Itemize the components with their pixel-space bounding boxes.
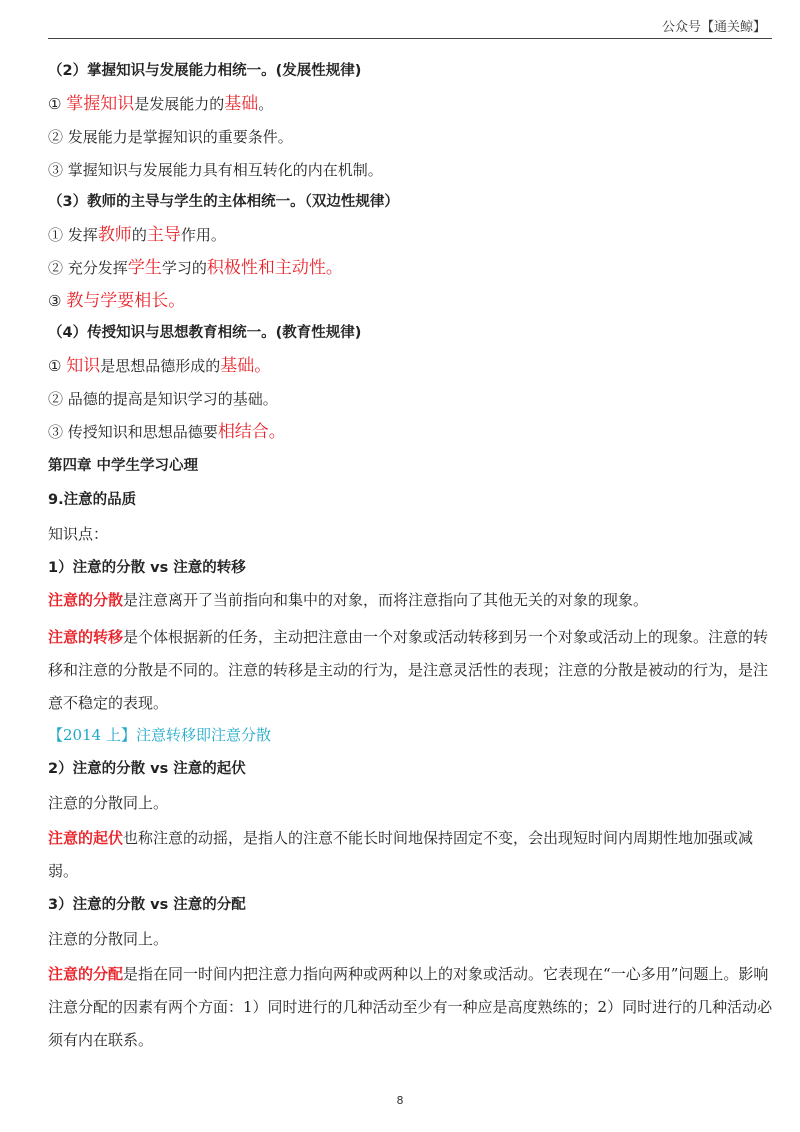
- subsection-title-2: 2）注意的分散 vs 注意的起伏: [48, 761, 246, 777]
- list-item: ① 掌握知识是发展能力的基础。: [48, 94, 274, 114]
- section-title-4: （4）传授知识与思想教育相统一。(教育性规律): [48, 325, 362, 341]
- chapter-title: 第四章 中学生学习心理: [48, 458, 199, 474]
- definition-paragraph: 注意的起伏也称注意的动摇，是指人的注意不能长时间地保持固定不变，会出现短时间内周期性地加强或减弱。: [48, 829, 754, 880]
- list-item: ① 知识是思想品德形成的基础。: [48, 356, 272, 376]
- subsection-title-1: 1）注意的分散 vs 注意的转移: [48, 560, 246, 576]
- list-item: ② 发展能力是掌握知识的重要条件。: [48, 128, 293, 146]
- subsection-title-3: 3）注意的分散 vs 注意的分配: [48, 897, 246, 913]
- document-body: [48, 52, 778, 1057]
- list-item: ② 品德的提高是知识学习的基础。: [48, 390, 278, 408]
- page-number: 8: [396, 1094, 404, 1107]
- definition-paragraph: 注意的分散是注意离开了当前指向和集中的对象，而将注意指向了其他无关的对象的现象。: [48, 591, 649, 609]
- definition-paragraph: 注意的转移是个体根据新的任务，主动把注意由一个对象或活动转移到另一个对象或活动上的现象。注意的转移和注意的分散是不同的。注意的转移是主动的行为，是注意灵活性的表现；注意的分散是被动的行为，是注意不稳定的表现。: [48, 628, 769, 712]
- knowledge-label: 知识点：: [48, 525, 109, 543]
- same-note: 注意的分散同上。: [48, 930, 169, 948]
- topic-title: 9.注意的品质: [48, 492, 137, 508]
- list-item: ③ 传授知识和思想品德要相结合。: [48, 422, 286, 442]
- header-text: 公众号【通关鲸】: [661, 20, 766, 35]
- list-item: ① 发挥教师的主导作用。: [48, 225, 226, 245]
- section-title-2: （2）掌握知识与发展能力相统一。(发展性规律): [48, 63, 362, 79]
- list-item: ③ 教与学要相长。: [48, 291, 186, 311]
- definition-paragraph: 注意的分配是指在同一时间内把注意力指向两种或两种以上的对象或活动。它表现在“一心多用”问题上。影响注意分配的因素有两个方面：1）同时进行的几种活动至少有一种应是高度熟练的；2）同时进行的几种活动必须有内在联系。: [48, 965, 773, 1049]
- section-title-3: （3）教师的主导与学生的主体相统一。（双边性规律）: [48, 194, 399, 210]
- same-note: 注意的分散同上。: [48, 794, 169, 812]
- list-item: ③ 掌握知识与发展能力具有相互转化的内在机制。: [48, 161, 383, 179]
- exam-note: 【2014 上】注意转移即注意分散: [48, 726, 271, 744]
- list-item: ② 充分发挥学生学习的积极性和主动性。: [48, 258, 343, 278]
- page-header: [48, 0, 772, 39]
